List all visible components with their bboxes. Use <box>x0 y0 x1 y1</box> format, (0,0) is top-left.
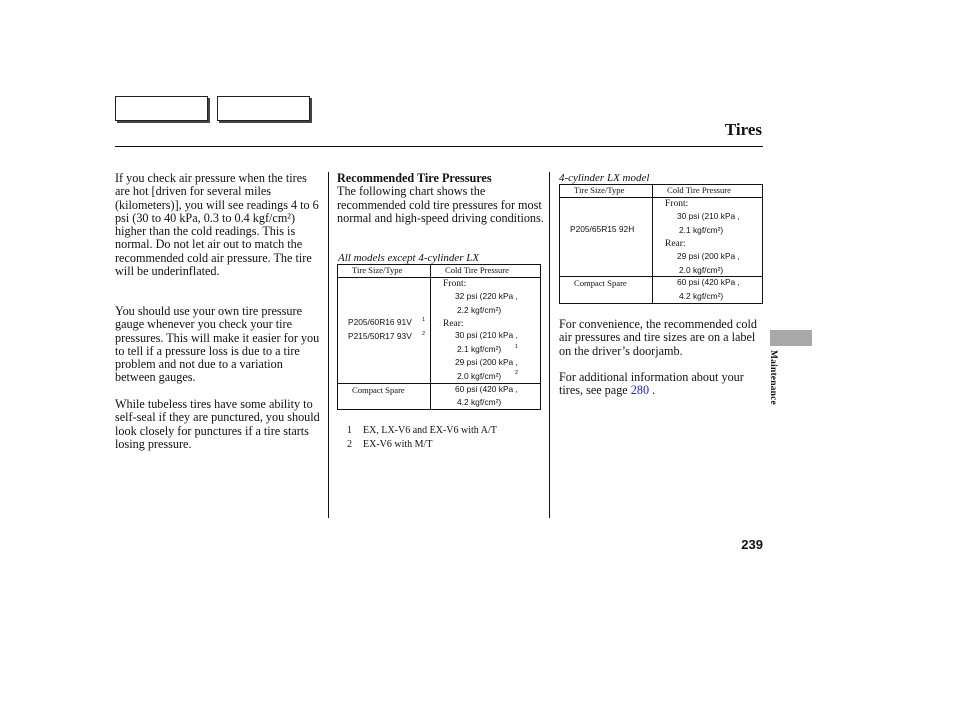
front-psi: 32 psi (220 kPa , <box>455 291 518 301</box>
table2-caption: 4-cylinder LX model <box>559 172 650 184</box>
col1-paragraph-1 <box>115 172 323 278</box>
size-cell-lx <box>560 198 653 277</box>
spare-pressure-cell-lx <box>653 277 763 304</box>
front-label-lx: Front: <box>665 199 689 209</box>
col3-paragraph-2 <box>559 371 763 398</box>
spare-pressure-cell-main <box>431 384 541 410</box>
nav-box-previous[interactable] <box>115 96 208 121</box>
footnote-2-text: EX-V6 with M/T <box>363 439 433 450</box>
table1-caption: All models except 4-cylinder LX <box>338 252 480 264</box>
rear-psi-lx: 29 psi (200 kPa , <box>677 251 740 261</box>
page-title: Tires <box>724 120 762 139</box>
tire-size-1-footnote: 1 <box>422 317 426 323</box>
front-psi-lx: 30 psi (210 kPa , <box>677 211 740 221</box>
front-kgf: 2.2 kgf/cm²) <box>457 305 502 315</box>
col-header-pressure-lx: Cold Tire Pressure <box>653 185 763 198</box>
rear-kgf-lx: 2.0 kgf/cm²) <box>679 265 724 275</box>
tire-pressure-table-lx <box>559 184 763 304</box>
rear-b-kgf: 2.0 kgf/cm²) <box>457 371 502 381</box>
rear-a-kgf: 2.1 kgf/cm²) <box>457 344 502 354</box>
compact-spare-label-lx: Compact Spare <box>574 278 627 288</box>
tubeless-text: While tubeless tires have some ability to self-seal if they are punctured, you should look closely for punctures if a tire starts losing pressure. <box>115 397 320 451</box>
spare-size-cell-main <box>338 384 431 410</box>
footnote-2-number: 2 <box>347 439 352 450</box>
column-divider-1 <box>328 172 329 518</box>
tire-size-2-footnote: 2 <box>422 331 426 337</box>
footnote-1-number: 1 <box>347 425 352 436</box>
size-cell-main <box>338 278 431 384</box>
gauge-text: You should use your own tire pressure gauge whenever you check your tire pressures. This will make it easier for you to tell if a pressure loss is due to a tire problem and not due to a variation between gauges. <box>115 304 320 385</box>
tire-size-lx: P205/65R15 92H <box>570 224 635 234</box>
rear-a-psi: 30 psi (210 kPa , <box>455 330 518 340</box>
compact-spare-label: Compact Spare <box>352 385 405 395</box>
col-header-pressure: Cold Tire Pressure <box>431 265 541 278</box>
spare-kgf: 4.2 kgf/cm²) <box>457 397 502 407</box>
col-header-size: Tire Size/Type <box>338 265 431 278</box>
tire-size-2: P215/50R17 93V <box>348 331 412 341</box>
col1-paragraph-2 <box>115 305 323 385</box>
rear-label-lx: Rear: <box>665 239 686 249</box>
tire-size-1: P205/60R16 91V <box>348 317 412 327</box>
rear-a-footnote: 1 <box>515 344 519 350</box>
col3-paragraph-1 <box>559 318 763 358</box>
page-reference-link[interactable]: 280 <box>630 383 650 398</box>
rear-b-footnote: 2 <box>515 370 519 376</box>
rear-b-psi: 29 psi (200 kPa , <box>455 357 518 367</box>
rear-label: Rear: <box>443 319 464 329</box>
page-number: 239 <box>741 537 763 552</box>
title-rule <box>115 146 763 147</box>
col1-paragraph-3 <box>115 398 323 451</box>
footnote-1-text: EX, LX-V6 and EX-V6 with A/T <box>363 425 497 436</box>
pressure-cell-lx <box>653 198 763 277</box>
spare-kgf-lx: 4.2 kgf/cm²) <box>679 291 724 301</box>
spare-psi: 60 psi (420 kPa , <box>455 384 518 394</box>
additional-info-prefix: For additional information about your tires, see page <box>559 370 744 398</box>
front-label: Front: <box>443 279 467 289</box>
hot-tire-text: If you check air pressure when the tires are hot [driven for several miles (kilometers)], you will see readings 4 to 6 psi (30 to 40 kPa, 0.3 to 0.4 kgf/cm²) higher than the cold readings. This is normal. Do not let air out to match the recommended cold air pressure. The tire will be underinflated. <box>115 171 319 279</box>
nav-box-next[interactable] <box>217 96 310 121</box>
column-divider-2 <box>549 172 550 518</box>
spare-psi-lx: 60 psi (420 kPa , <box>677 277 740 287</box>
additional-info-suffix: . <box>649 383 656 398</box>
tire-pressure-table-main <box>337 264 541 410</box>
spare-size-cell-lx <box>560 277 653 304</box>
section-heading: Recommended Tire Pressures <box>337 171 492 185</box>
doorjamb-text: For convenience, the recommended cold air pressures and tire sizes are on a label on the driver’s doorjamb. <box>559 317 757 358</box>
col-header-size-lx: Tire Size/Type <box>560 185 653 198</box>
chart-intro: The following chart shows the recommended cold tire pressures for most normal and high-speed driving conditions. <box>337 184 544 225</box>
front-kgf-lx: 2.1 kgf/cm²) <box>679 225 724 235</box>
additional-info-text <box>559 371 763 398</box>
pressure-cell-main <box>431 278 541 384</box>
section-tab-marker <box>770 330 812 346</box>
section-tab-label: Maintenance <box>768 350 778 405</box>
col2-intro-block <box>337 172 547 225</box>
